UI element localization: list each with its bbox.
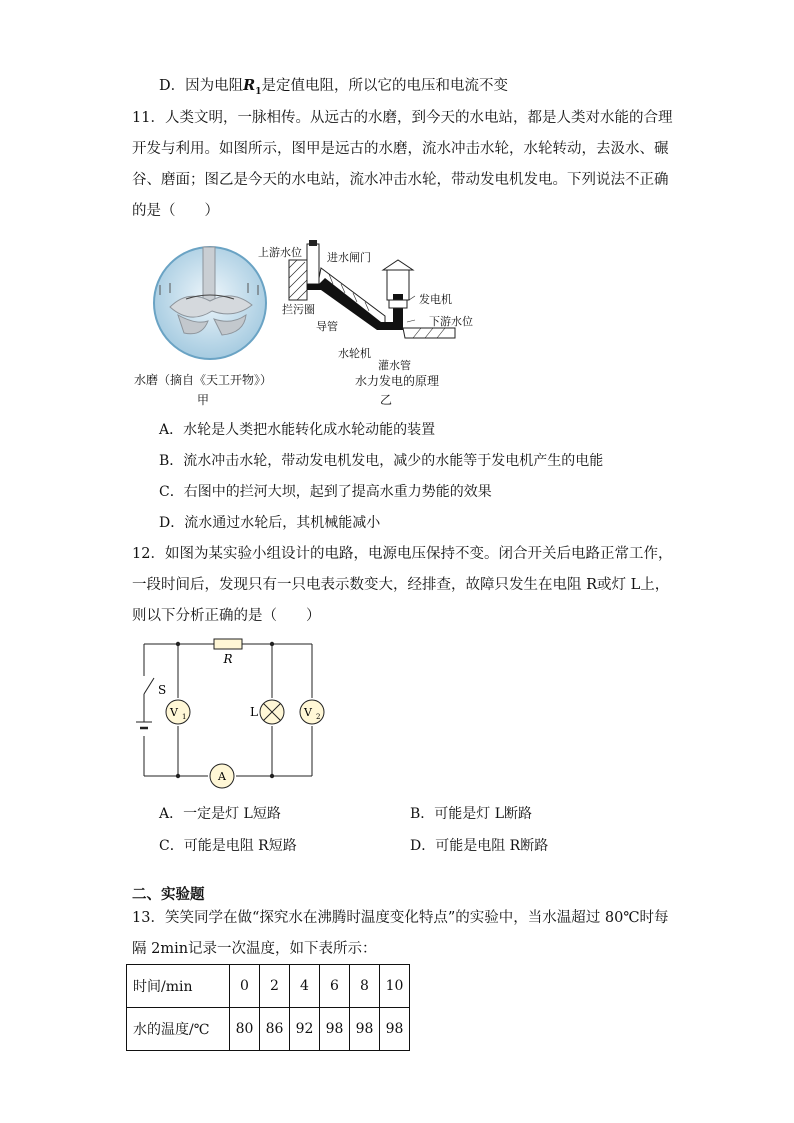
table-row [127, 965, 410, 1008]
q12-line-3: 则以下分析正确的是（ ） [132, 608, 321, 624]
table-cell: 98 [320, 1008, 350, 1051]
label-trash-rack: 拦污圈 [282, 303, 315, 316]
label-turbine: 水轮机 [338, 347, 371, 360]
circuit-diagram [128, 636, 334, 794]
q12-option-d[interactable]: D．可能是电阻 R断路 [410, 838, 549, 854]
q11-option-c[interactable]: C．右图中的拦河大坝，起到了提高水重力势能的效果 [159, 484, 492, 500]
water-mill-label: 甲 [197, 393, 210, 407]
label-upstream-level: 上游水位 [258, 246, 302, 259]
resistor-subscript: 1 [255, 86, 262, 97]
temperature-table [126, 964, 410, 1051]
q13-line-1: 13．笑笑同学在做“探究水在沸腾时温度变化特点”的实验中，当水温超过 80℃时每 [132, 910, 669, 926]
q12-option-c[interactable]: C．可能是电阻 R短路 [159, 838, 297, 854]
table-cell: 2 [260, 965, 290, 1008]
table-cell: 80 [230, 1008, 260, 1051]
resistor-label: R [223, 652, 233, 666]
q12-option-b[interactable]: B．可能是灯 L断路 [410, 806, 533, 822]
hydropower-caption: 水力发电的原理 [355, 374, 440, 388]
v2-label: V [304, 706, 312, 719]
v1-label: V [170, 706, 178, 719]
q13-line-2: 隔 2min记录一次温度，如下表所示： [132, 941, 377, 957]
q11-option-b[interactable]: B．流水冲击水轮，带动发电机发电，减少的水能等于发电机产生的电能 [159, 453, 604, 469]
q10-option-d [159, 76, 508, 102]
table-cell: 0 [230, 965, 260, 1008]
table-cell: 4 [290, 965, 320, 1008]
table-cell: 86 [260, 1008, 290, 1051]
label-downstream-level: 下游水位 [429, 315, 473, 328]
row-header-time: 时间/min [127, 965, 230, 1008]
table-cell: 98 [380, 1008, 410, 1051]
table-cell: 6 [320, 965, 350, 1008]
lamp-label: L [250, 705, 258, 719]
q10-option-d-suffix: 是定值电阻，所以它的电压和电流不变 [261, 78, 508, 94]
water-mill-caption: 水磨（摘自《天工开物》） [134, 373, 273, 387]
v2-subscript: 2 [316, 713, 321, 721]
q11-line-1: 11．人类文明，一脉相传。从远古的水磨，到今天的水电站，都是人类对水能的合理 [132, 110, 673, 126]
q11-option-a[interactable]: A．水轮是人类把水能转化成水轮动能的装置 [159, 422, 436, 438]
switch-label: S [158, 683, 167, 697]
q11-line-2: 开发与利用。如图所示，图甲是远古的水磨，流水冲击水轮，水轮转动，去汲水、碾 [132, 141, 669, 157]
q11-line-4: 的是（ ） [132, 203, 219, 219]
table-cell: 10 [380, 965, 410, 1008]
section-title: 二、实验题 [132, 886, 205, 903]
q10-option-d-prefix: D．因为电阻 [159, 78, 244, 94]
resistor [214, 639, 242, 649]
label-draft-tube: 灌水管 [378, 359, 411, 372]
resistor-symbol: R [243, 77, 256, 94]
q11-line-3: 谷、磨面；图乙是今天的水电站，流水冲击水轮，带动发电机发电。下列说法不正确 [132, 172, 669, 188]
q12-line-1: 12．如图为某实验小组设计的电路，电源电压保持不变。闭合开关后电路正常工作， [132, 546, 673, 562]
row-header-temperature: 水的温度/℃ [127, 1008, 230, 1051]
q11-option-d[interactable]: D．流水通过水轮后，其机械能减小 [159, 515, 381, 531]
v1-subscript: 1 [182, 713, 187, 721]
table-row [127, 1008, 410, 1051]
q12-line-2: 一段时间后，发现只有一只电表示数变大，经排查，故障只发生在电阻 R或灯 L上， [132, 577, 670, 593]
table-cell: 92 [290, 1008, 320, 1051]
switch-blade [144, 678, 154, 694]
hydropower-label: 乙 [380, 393, 393, 407]
ammeter-label: A [218, 770, 226, 783]
label-generator: 发电机 [419, 293, 452, 306]
label-intake-gate: 进水闸门 [327, 251, 371, 264]
table-cell: 98 [350, 1008, 380, 1051]
label-penstock: 导管 [316, 320, 338, 333]
water-mill-illustration [148, 245, 272, 363]
q12-option-a[interactable]: A．一定是灯 L短路 [159, 806, 281, 822]
table-cell: 8 [350, 965, 380, 1008]
